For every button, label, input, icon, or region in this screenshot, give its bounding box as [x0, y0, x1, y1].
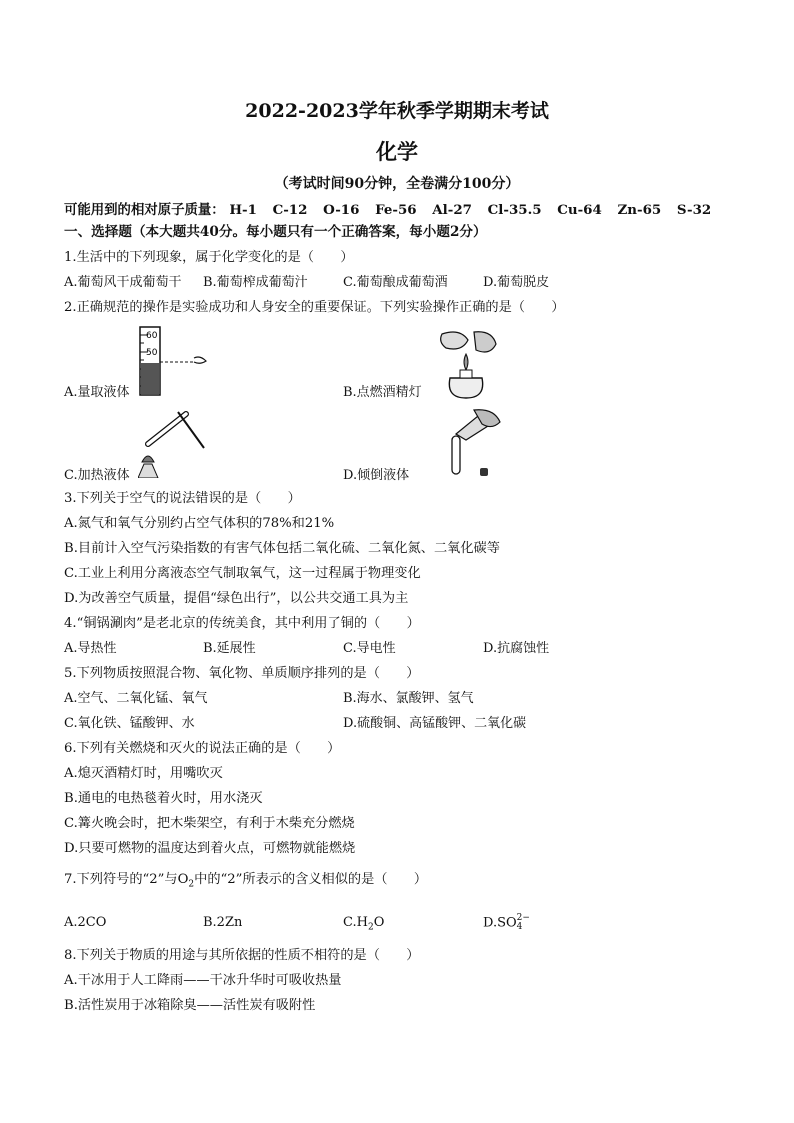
q6-option-c: C.篝火晚会时，把木柴架空，有利于木柴充分燃烧 [64, 816, 355, 831]
q7-c-subscript: 2 [367, 922, 374, 933]
mass-item: C-12 [272, 202, 308, 218]
q3-option-b: B.目前计入空气污染指数的有害气体包括二氧化硫、二氧化氮、二氧化碳等 [64, 541, 500, 556]
flame-icon [464, 354, 468, 370]
bottle-stopper [480, 468, 488, 476]
mass-item: Fe-56 [375, 202, 417, 218]
question-8-stem: 8.下列关于物质的用途与其所依据的性质不相符的是（ ） [64, 948, 420, 963]
cylinder-tick-label: 60 [146, 331, 158, 341]
question-4-stem: 4.“铜锅涮肉”是老北京的传统美食，其中利用了铜的（ ） [64, 616, 420, 631]
q7-option-d [483, 914, 530, 933]
q4-option-d: D.抗腐蚀性 [483, 641, 550, 656]
heating-liquid-figure [138, 404, 212, 478]
q8-option-a: A.干冰用于人工降雨——干冰升华时可吸收热量 [64, 973, 342, 988]
question-5-stem: 5.下列物质按照混合物、氧化物、单质顺序排列的是（ ） [64, 666, 420, 681]
question-2-stem: 2.正确规范的操作是实验成功和人身安全的重要保证。下列实验操作正确的是（ ） [64, 300, 565, 315]
q6-option-a: A.熄灭酒精灯时，用嘴吹灭 [64, 766, 223, 781]
question-1-stem: 1.生活中的下列现象，属于化学变化的是（ ） [64, 250, 354, 265]
q3-option-a: A.氮气和氧气分别约占空气体积的78%和21% [64, 516, 335, 531]
exam-info: （考试时间90分钟，全卷满分100分） [274, 176, 520, 192]
q2-option-d: D.倾倒液体 [343, 468, 410, 483]
alcohol-lamp-lighting-figure [432, 326, 502, 402]
mass-item: Cl-35.5 [487, 202, 542, 218]
q2-option-a: A.量取液体 [64, 385, 130, 400]
q1-option-d: D.葡萄脱皮 [483, 275, 550, 290]
exam-title: 2022-2023学年秋季学期期末考试 [245, 100, 549, 122]
q6-option-b: B.通电的电热毯着火时，用水浇灭 [64, 791, 263, 806]
hand-icon [474, 332, 496, 352]
q1-option-b: B.葡萄榨成葡萄汁 [203, 275, 308, 290]
q5-option-d: D.硫酸铜、高锰酸钾、二氧化碳 [343, 716, 527, 731]
mass-item: Zn-65 [617, 202, 662, 218]
q7-d-text: D.SO [483, 915, 517, 931]
q2-option-b: B.点燃酒精灯 [343, 385, 422, 400]
q2-option-c: C.加热液体 [64, 468, 130, 483]
alcohol-lamp [449, 378, 482, 398]
q5-option-b: B.海水、氯酸钾、氢气 [343, 691, 474, 706]
mass-item: Al-27 [432, 202, 472, 218]
q7-d-subscript: 4 [516, 922, 523, 932]
q8-option-b: B.活性炭用于冰箱除臭——活性炭有吸附性 [64, 998, 316, 1013]
q7-option-a: A.2CO [64, 915, 107, 930]
question-7-stem [64, 871, 427, 894]
q6-option-d: D.只要可燃物的温度达到着火点，可燃物就能燃烧 [64, 841, 356, 856]
mass-item: Cu-64 [557, 202, 602, 218]
flame-icon [142, 456, 154, 462]
cylinder-liquid [141, 363, 159, 394]
q7-option-b: B.2Zn [203, 915, 243, 930]
q1-option-c: C.葡萄酿成葡萄酒 [343, 275, 448, 290]
q7-c-text: O [373, 915, 385, 930]
atomic-masses [64, 199, 722, 218]
q3-option-c: C.工业上利用分离液态空气制取氧气，这一过程属于物理变化 [64, 566, 421, 581]
alcohol-lamp [138, 464, 158, 478]
test-tube [148, 414, 186, 444]
question-3-stem: 3.下列关于空气的说法错误的是（ ） [64, 491, 301, 506]
q3-option-d: D.为改善空气质量，提倡“绿色出行”，以公共交通工具为主 [64, 591, 409, 606]
test-tube [452, 436, 460, 474]
masses-label: 可能用到的相对原子质量： [64, 202, 225, 218]
q4-option-a: A.导热性 [64, 641, 117, 656]
q7-c-text: C.H [343, 915, 368, 930]
q7-d-superscript: 2− [516, 913, 530, 923]
graduated-cylinder-figure [134, 325, 214, 397]
q5-option-a: A.空气、二氧化锰、氧气 [64, 691, 208, 706]
q5-option-c: C.氧化铁、锰酸钾、水 [64, 716, 195, 731]
test-tube-holder [178, 412, 204, 448]
q7-stem-subscript: 2 [188, 879, 195, 890]
mass-item: O-16 [323, 202, 360, 218]
q7-stem-text: 7.下列符号的“2”与O [64, 872, 189, 887]
mass-item: H-1 [229, 202, 257, 218]
eye-icon [194, 357, 206, 363]
mass-item: S-32 [676, 202, 712, 218]
section-heading: 一、选择题（本大题共40分。每小题只有一个正确答案，每小题2分） [64, 224, 487, 240]
second-lamp [441, 332, 468, 349]
subject-title: 化学 [376, 139, 418, 164]
q4-option-b: B.延展性 [203, 641, 256, 656]
q4-option-c: C.导电性 [343, 641, 396, 656]
question-6-stem: 6.下列有关燃烧和灭火的说法正确的是（ ） [64, 741, 341, 756]
q7-option-c [343, 914, 384, 937]
q7-stem-text: 中的“2”所表示的含义相似的是（ ） [194, 872, 428, 887]
cylinder-tick-label: 50 [146, 348, 158, 358]
pouring-liquid-figure [434, 406, 504, 480]
q1-option-a: A.葡萄风干成葡萄干 [64, 275, 182, 290]
